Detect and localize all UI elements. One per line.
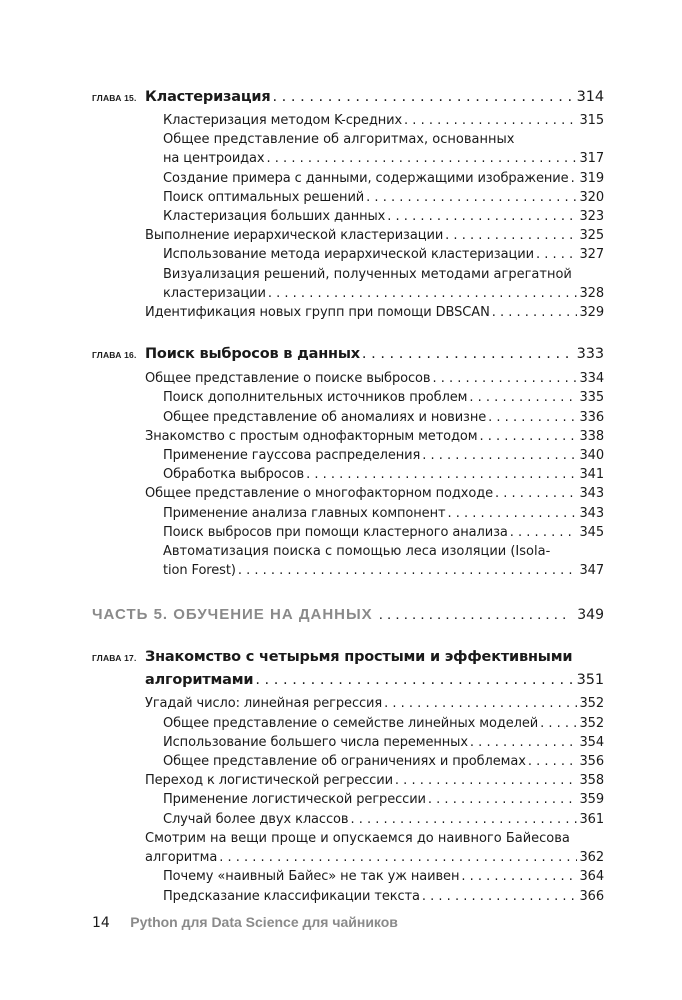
chapter-title: Кластеризация xyxy=(145,89,271,105)
leader-dots xyxy=(492,303,578,322)
toc-entry[interactable] xyxy=(92,388,604,407)
entry-title-cont: tion Forest) xyxy=(163,563,236,579)
entry-title: Предсказание классификации текста xyxy=(163,888,420,904)
page-number: 338 xyxy=(579,428,604,444)
page-number: 362 xyxy=(579,850,604,866)
toc-entry[interactable] xyxy=(92,504,604,523)
toc-entry[interactable] xyxy=(92,111,604,130)
toc-entry-first-line[interactable]: Автоматизация поиска с помощью леса изоляции (Isola- xyxy=(163,544,551,560)
toc-entry[interactable] xyxy=(92,465,604,484)
toc-entry[interactable] xyxy=(92,523,604,542)
leader-dots xyxy=(428,790,578,809)
toc-entry[interactable] xyxy=(92,446,604,465)
entry-title: Переход к логистической регрессии xyxy=(145,773,393,789)
page-number: 343 xyxy=(579,486,604,502)
page-number: 323 xyxy=(579,209,604,225)
entry-title: Кластеризация больших данных xyxy=(163,209,386,225)
leader-dots xyxy=(379,604,572,626)
leader-dots xyxy=(447,504,577,523)
toc-entry[interactable] xyxy=(92,226,604,245)
leader-dots xyxy=(366,188,577,207)
page-number: 315 xyxy=(579,113,604,128)
toc-entry[interactable] xyxy=(92,790,604,809)
page-number: 361 xyxy=(579,811,604,827)
leader-dots xyxy=(272,86,574,108)
page-number: 319 xyxy=(579,170,604,186)
page-number: 347 xyxy=(579,563,604,579)
entry-title: Почему «наивный Байес» не так уж наивен xyxy=(163,869,460,885)
leader-dots xyxy=(470,733,578,752)
entry-title: Идентификация новых групп при помощи DBSCAN xyxy=(145,305,490,321)
entry-title: Общее представление о семействе линейных моделей xyxy=(163,715,539,731)
toc-entry[interactable] xyxy=(92,284,604,303)
leader-dots xyxy=(268,284,578,303)
chapter-heading[interactable] xyxy=(92,669,604,691)
page-footer xyxy=(92,914,398,931)
leader-dots xyxy=(495,484,577,503)
entry-title: Случай более двух классов xyxy=(163,811,349,827)
page-number: 349 xyxy=(577,607,604,624)
entry-title: Общее представление об аномалиях и новизне xyxy=(163,409,487,425)
chapter-label: ГЛАВА 15. xyxy=(92,93,137,103)
leader-dots xyxy=(238,561,578,580)
entry-title: Создание примера с данными, содержащими изображение xyxy=(163,170,569,186)
toc-entry[interactable] xyxy=(92,810,604,829)
toc-entry[interactable] xyxy=(92,714,604,733)
entry-title: Знакомство с простым однофакторным методом xyxy=(145,428,478,444)
leader-dots xyxy=(461,867,577,886)
leader-dots xyxy=(350,810,577,829)
chapter-15 xyxy=(92,86,604,322)
chapter-heading-first-line[interactable] xyxy=(92,646,604,669)
toc-entry-first-line[interactable]: Визуализация решений, полученных методами агрегатной xyxy=(163,266,572,282)
entry-title: Поиск выбросов при помощи кластерного анализа xyxy=(163,524,508,540)
page-number: 345 xyxy=(579,524,604,540)
toc-entry[interactable] xyxy=(92,867,604,886)
toc-entry[interactable] xyxy=(92,484,604,503)
leader-dots xyxy=(469,388,577,407)
entry-title: Кластеризация методом K-средних xyxy=(163,113,403,128)
toc-entry[interactable] xyxy=(92,169,604,188)
page-number: 334 xyxy=(579,371,604,387)
toc-entry[interactable] xyxy=(92,848,604,867)
leader-dots xyxy=(510,523,578,542)
leader-dots xyxy=(536,245,578,264)
entry-title: Применение гауссова распределения xyxy=(163,448,421,464)
footer-book-title: Python для Data Science для чайников xyxy=(130,914,398,930)
leader-dots xyxy=(255,669,574,691)
page-number: 314 xyxy=(576,89,604,105)
toc-entry-first-line[interactable]: Общее представление об алгоритмах, основанных xyxy=(163,132,515,148)
toc-entry[interactable] xyxy=(92,207,604,226)
toc-entry[interactable] xyxy=(92,303,604,322)
page-number: 352 xyxy=(579,696,604,712)
page-number: 341 xyxy=(579,467,604,483)
entry-title: Применение логистической регрессии xyxy=(163,792,426,808)
entry-title-cont: кластеризации xyxy=(163,285,266,301)
page-number: 328 xyxy=(579,285,604,301)
toc-entry[interactable] xyxy=(92,369,604,388)
page-number: 325 xyxy=(579,228,604,244)
part-title: ЧАСТЬ 5. ОБУЧЕНИЕ НА ДАННЫХ xyxy=(92,606,373,624)
toc-entry[interactable] xyxy=(92,561,604,580)
chapter-title: Поиск выбросов в данных xyxy=(145,346,360,363)
chapter-label: ГЛАВА 16. xyxy=(92,350,137,361)
chapter-heading[interactable] xyxy=(92,343,604,366)
entry-title: Использование большего числа переменных xyxy=(163,734,468,750)
toc-entry[interactable] xyxy=(92,149,604,168)
page-number: 352 xyxy=(579,715,604,731)
page-number: 320 xyxy=(579,189,604,205)
page-number: 364 xyxy=(579,869,604,885)
entry-title: Поиск оптимальных решений xyxy=(163,189,365,205)
leader-dots xyxy=(422,446,577,465)
page-number: 356 xyxy=(579,754,604,770)
page-number: 358 xyxy=(579,773,604,789)
leader-dots xyxy=(479,427,577,446)
entry-title-cont: на центроидах xyxy=(163,151,265,167)
leader-dots xyxy=(306,465,577,484)
leader-dots xyxy=(528,752,578,771)
page-number: 317 xyxy=(579,151,604,167)
toc-entry[interactable] xyxy=(92,733,604,752)
leader-dots xyxy=(540,714,577,733)
leader-dots xyxy=(432,369,577,388)
entry-title: Обработка выбросов xyxy=(163,467,305,483)
leader-dots xyxy=(219,848,577,867)
footer-page-number: 14 xyxy=(92,915,110,931)
page-number: 354 xyxy=(579,734,604,750)
page-number: 336 xyxy=(579,409,604,425)
chapter-heading[interactable] xyxy=(92,86,604,109)
entry-title: Использование метода иерархической кластеризации xyxy=(163,247,534,263)
toc-entry-first-line[interactable]: Смотрим на вещи проще и опускаемся до наивного Байесова xyxy=(145,830,570,846)
toc-entry[interactable] xyxy=(92,694,604,713)
part-heading[interactable] xyxy=(92,604,604,626)
entry-title: Общее представление о многофакторном подходе xyxy=(145,486,494,502)
table-of-contents xyxy=(92,86,604,906)
page-number: 351 xyxy=(576,672,604,689)
toc-entry[interactable] xyxy=(92,887,604,906)
toc-entry[interactable] xyxy=(92,752,604,771)
leader-dots xyxy=(488,408,577,427)
entry-title-cont: алгоритма xyxy=(145,850,218,866)
leader-dots xyxy=(395,771,578,790)
leader-dots xyxy=(384,694,577,713)
chapter-title: Знакомство с четырьмя простыми и эффективными xyxy=(145,649,573,666)
leader-dots xyxy=(362,343,575,365)
toc-entry[interactable] xyxy=(92,245,604,264)
toc-entry[interactable] xyxy=(92,771,604,790)
leader-dots xyxy=(422,887,578,906)
toc-entry[interactable] xyxy=(92,188,604,207)
page-number: 359 xyxy=(579,792,604,808)
toc-entry[interactable] xyxy=(92,408,604,427)
entry-title: Выполнение иерархической кластеризации xyxy=(145,228,444,244)
page-number: 329 xyxy=(579,305,604,321)
leader-dots xyxy=(387,207,577,226)
entry-title: Поиск дополнительных источников проблем xyxy=(163,390,468,406)
page-number: 340 xyxy=(579,448,604,464)
entry-title: Угадай число: линейная регрессия xyxy=(145,696,383,712)
page-number: 366 xyxy=(579,888,604,904)
leader-dots xyxy=(445,226,577,245)
page-number: 327 xyxy=(579,247,604,263)
page-number: 343 xyxy=(579,505,604,521)
leader-dots xyxy=(404,111,577,130)
chapter-16 xyxy=(92,343,604,580)
page-number: 333 xyxy=(576,346,604,363)
leader-dots xyxy=(571,169,578,188)
chapter-label: ГЛАВА 17. xyxy=(92,653,137,664)
toc-entry[interactable] xyxy=(92,427,604,446)
page-number: 335 xyxy=(579,390,604,406)
entry-title: Общее представление об ограничениях и проблемах xyxy=(163,754,526,770)
chapter-title-cont: алгоритмами xyxy=(145,672,254,689)
leader-dots xyxy=(267,149,578,168)
entry-title: Применение анализа главных компонент xyxy=(163,505,446,521)
chapter-17 xyxy=(92,646,604,905)
entry-title: Общее представление о поиске выбросов xyxy=(145,371,431,387)
